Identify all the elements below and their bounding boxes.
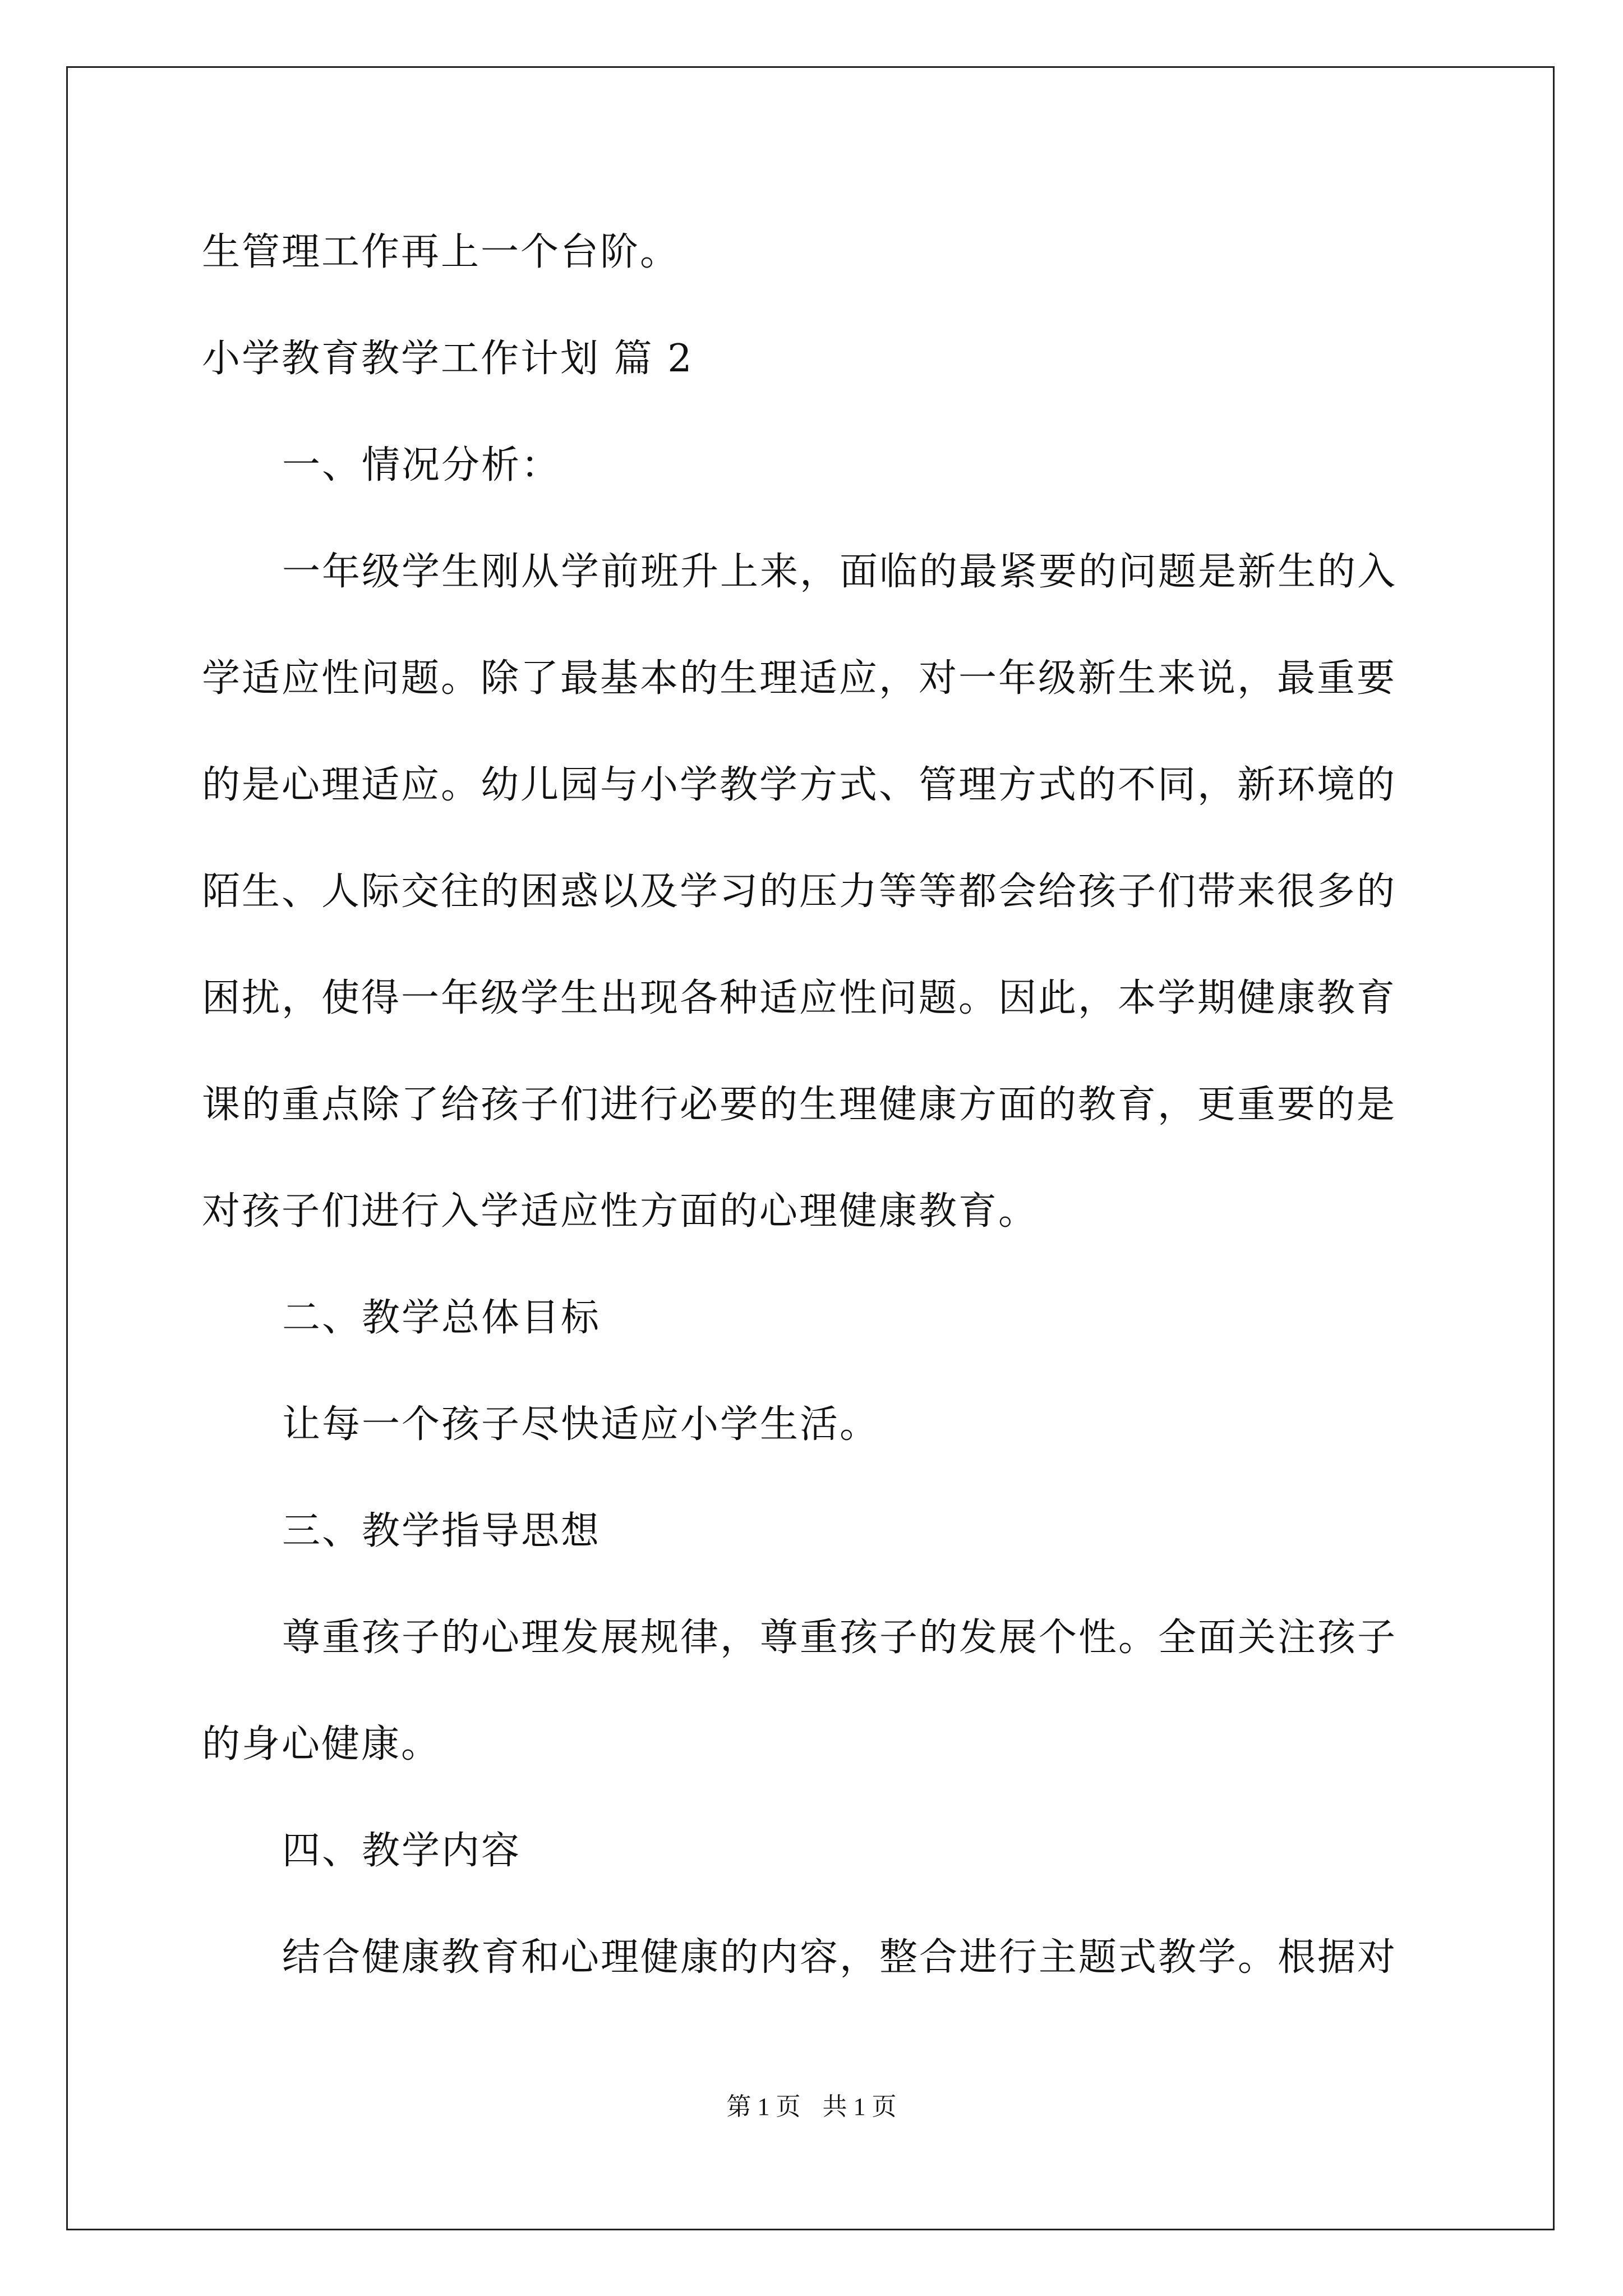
page-number-current: 第 1 页 (726, 2093, 801, 2120)
page-number-total: 共 1 页 (822, 2093, 897, 2120)
paragraph-line: 一年级学生刚从学前班升上来，面临的最紧要的问题是新生的入 (282, 550, 1398, 594)
heading-teaching-content: 四、教学内容 (282, 1829, 522, 1873)
paragraph-line: 困扰，使得一年级学生出现各种适应性问题。因此，本学期健康教育 (202, 976, 1397, 1020)
paragraph-line: 对孩子们进行入学适应性方面的心理健康教育。 (202, 1189, 1039, 1234)
heading-situation-analysis: 一、情况分析： (282, 443, 561, 487)
page-frame (66, 66, 1555, 2230)
paragraph-line: 学适应性问题。除了最基本的生理适应，对一年级新生来说，最重要 (202, 656, 1397, 701)
paragraph-line: 的身心健康。 (202, 1722, 441, 1766)
paragraph-line: 让每一个孩子尽快适应小学生活。 (282, 1402, 880, 1447)
heading-guiding-idea: 三、教学指导思想 (282, 1509, 601, 1553)
paragraph-line: 尊重孩子的心理发展规律，尊重孩子的发展个性。全面关注孩子 (282, 1616, 1398, 1660)
paragraph-line: 陌生、人际交往的困惑以及学习的压力等等都会给孩子们带来很多的 (202, 869, 1397, 914)
section-heading-plan: 小学教育教学工作计划 篇 2 (202, 337, 694, 381)
body-line-1: 生管理工作再上一个台阶。 (202, 230, 680, 274)
paragraph-line: 课的重点除了给孩子们进行必要的生理健康方面的教育，更重要的是 (202, 1083, 1397, 1127)
page-footer (0, 2091, 1623, 2123)
heading-teaching-goal: 二、教学总体目标 (282, 1296, 601, 1340)
paragraph-line: 结合健康教育和心理健康的内容，整合进行主题式教学。根据对 (282, 1935, 1398, 1980)
paragraph-line: 的是心理适应。幼儿园与小学教学方式、管理方式的不同，新环境的 (202, 763, 1397, 807)
